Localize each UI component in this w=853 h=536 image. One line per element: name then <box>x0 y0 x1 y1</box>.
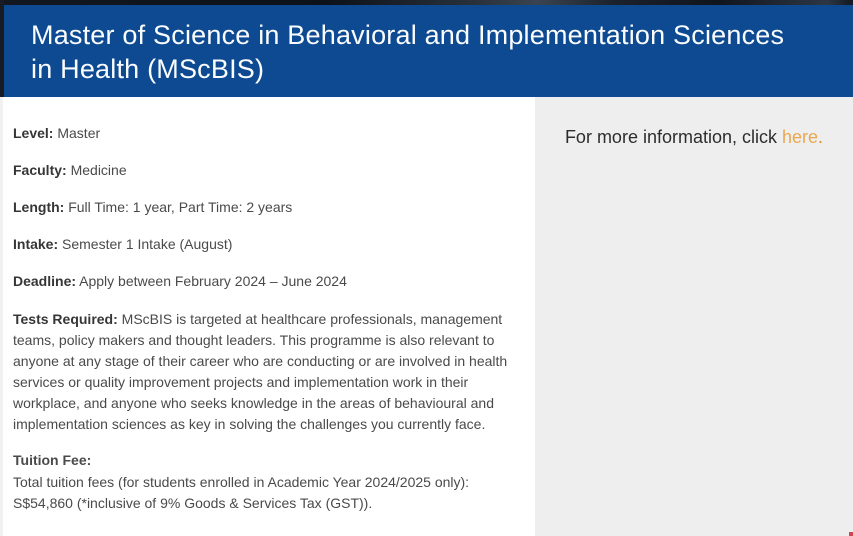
field-tests-required <box>13 309 525 435</box>
tuition-fee-line2: S$54,860 (*inclusive of 9% Goods & Services Tax (GST)). <box>13 495 373 511</box>
tuition-fee-block <box>13 450 521 515</box>
here-link-period: . <box>818 127 824 147</box>
field-intake <box>13 235 521 254</box>
page-title: Master of Science in Behavioral and Implementation Sciences in Health (MScBIS) <box>31 20 785 84</box>
tuition-fee-line1: Total tuition fees (for students enrolled in Academic Year 2024/2025 only): <box>13 473 470 490</box>
field-intake-label: Intake: <box>13 236 59 252</box>
field-tests-required-label: Tests Required: <box>13 311 118 327</box>
field-intake-value: Semester 1 Intake (August) <box>62 236 233 252</box>
field-level <box>13 124 521 143</box>
field-deadline <box>13 272 521 291</box>
field-faculty-label: Faculty: <box>13 162 67 178</box>
program-details <box>0 97 535 536</box>
field-length-value: Full Time: 1 year, Part Time: 2 years <box>68 199 293 215</box>
field-length <box>13 198 521 217</box>
field-level-value: Master <box>57 125 101 141</box>
field-tests-required-value: MScBIS is targeted at healthcare professionals, management teams, policy makers and thought leaders. This programme is also relevant to anyone at any stage of their career who are conducting or are involved in health services or quality improvement projects and implementation work in their workplace, and anyone who seeks knowledge in the areas of behavioural and implementation sciences as key in solving the challenges you currently face. <box>13 311 508 432</box>
sidebar <box>535 97 853 536</box>
field-faculty <box>13 161 521 180</box>
field-length-label: Length: <box>13 199 65 215</box>
here-link[interactable]: here <box>782 127 819 147</box>
tuition-fee-label: Tuition Fee: <box>13 452 92 468</box>
field-level-label: Level: <box>13 125 54 141</box>
red-corner-artifact <box>849 532 853 536</box>
more-info-text <box>543 125 845 149</box>
header-left-edge <box>0 0 4 97</box>
field-deadline-label: Deadline: <box>13 273 77 289</box>
page-header <box>0 5 853 97</box>
field-faculty-value: Medicine <box>70 162 127 178</box>
more-info-text-before: For more information, click <box>564 127 782 147</box>
field-deadline-value: Apply between February 2024 – June 2024 <box>79 273 347 289</box>
